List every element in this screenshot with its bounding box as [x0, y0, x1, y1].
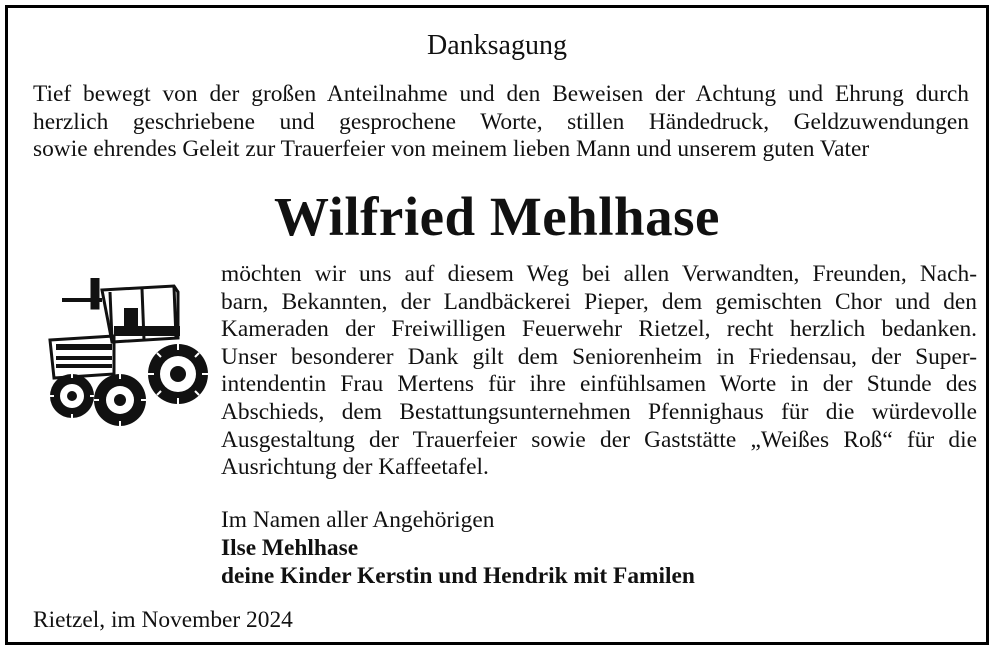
signature-family: deine Kinder Kerstin und Hendrik mit Familen	[221, 563, 695, 589]
body-line: intendentin Frau Mertens für ihre einfühlsamen Worte in der Stunde des	[221, 371, 977, 398]
body-text	[221, 261, 977, 482]
intro-line: Tief bewegt von der großen Anteilnahme und den Beweisen der Achtung und Ehrung durch	[33, 81, 969, 107]
heading: Danksagung	[427, 30, 567, 61]
tractor-icon	[32, 278, 210, 430]
intro-line: sowie ehrendes Geleit zur Trauerfeier von meinem lieben Mann und unserem guten Vater	[33, 136, 870, 163]
signature-name: Ilse Mehlhase	[221, 535, 359, 561]
place-date: Rietzel, im November 2024	[33, 607, 293, 633]
intro-text	[33, 81, 969, 164]
signature-intro: Im Namen aller Angehörigen	[221, 507, 495, 533]
deceased-name: Wilfried Mehlhase	[274, 186, 720, 247]
body-line: Abschieds, dem Bestattungsunternehmen Pfennighaus für die würdevolle	[221, 398, 977, 425]
body-line: möchten wir uns auf diesem Weg bei allen Verwandten, Freunden, Nach-	[221, 261, 977, 287]
body-line: Unser besonderer Dank gilt dem Seniorenheim in Friedensau, der Super-	[221, 343, 977, 370]
intro-line: herzlich geschriebene und gesprochene Worte, stillen Händedruck, Geldzuwendungen	[33, 108, 969, 135]
body-line: barn, Bekannten, der Landbäckerei Pieper, dem gemischten Chor und den	[221, 288, 977, 315]
obituary-frame	[5, 5, 989, 645]
body-line: Ausgestaltung der Trauerfeier sowie der Gaststätte „Weißes Roß“ für die	[221, 426, 977, 453]
signature-block	[221, 506, 695, 590]
body-line: Ausrichtung der Kaffeetafel.	[221, 454, 489, 481]
body-line: Kameraden der Freiwilligen Feuerwehr Rietzel, recht herzlich bedanken.	[221, 316, 977, 343]
